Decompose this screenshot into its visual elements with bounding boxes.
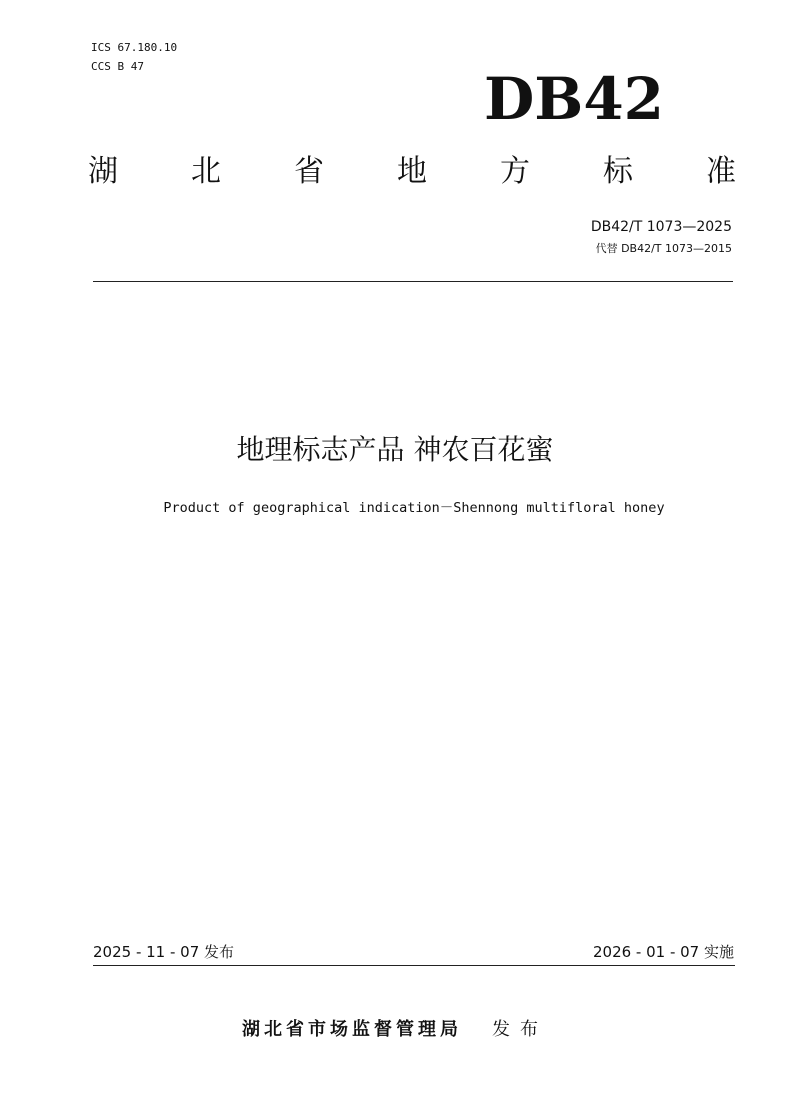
standard-type-char: 省 <box>294 154 324 189</box>
issue-action: 发布 <box>492 1019 548 1040</box>
standard-type-char: 地 <box>397 154 427 189</box>
standard-type-heading <box>88 152 736 192</box>
standard-type-char: 准 <box>706 154 736 189</box>
standard-code: DB42/T 1073—2025 <box>590 219 732 235</box>
standard-type-char: 湖 <box>88 154 118 189</box>
issuing-authority: 湖北省市场监督管理局 <box>242 1019 462 1040</box>
issuer-line <box>0 1018 790 1042</box>
implementation-date: 2026 - 01 - 07 实施 <box>592 943 734 961</box>
document-title-english: Product of geographical indication－Shennong multifloral honey <box>163 500 665 516</box>
footer-divider <box>93 965 735 966</box>
issue-date: 2025 - 11 - 07 发布 <box>93 943 235 961</box>
standard-type-char: 方 <box>500 154 530 189</box>
header-divider <box>93 281 733 282</box>
ics-code: ICS 67.180.10 <box>91 41 178 54</box>
standard-type-char: 北 <box>191 154 221 189</box>
document-title-chinese: 地理标志产品 神农百花蜜 <box>236 433 554 466</box>
ccs-code: CCS B 47 <box>91 60 144 73</box>
db42-logo: DB42 <box>484 65 665 133</box>
replaced-standard: 代替 DB42/T 1073—2015 <box>595 242 732 255</box>
standard-type-char: 标 <box>603 154 633 189</box>
